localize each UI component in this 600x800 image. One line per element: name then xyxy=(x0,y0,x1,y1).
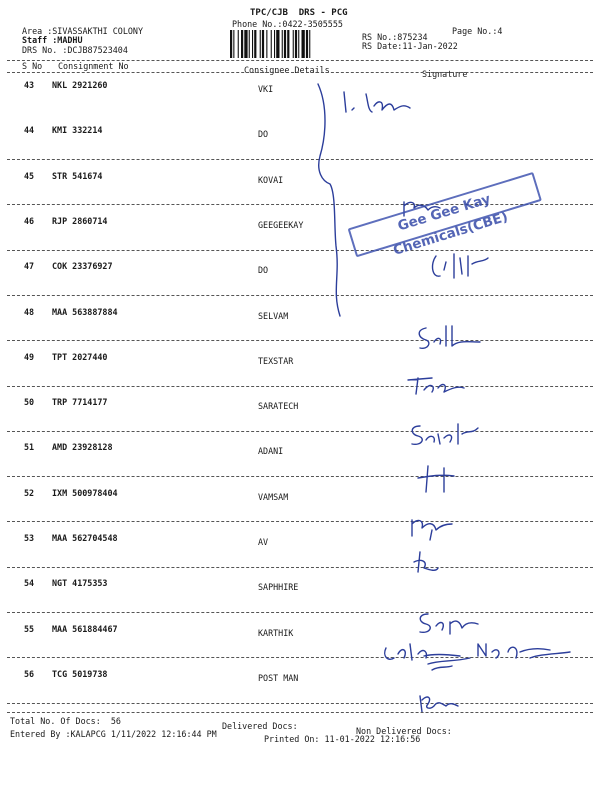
row-divider xyxy=(7,476,593,477)
row-divider xyxy=(7,612,593,613)
row-sno: 50 xyxy=(24,397,35,408)
signature-53 xyxy=(408,548,448,578)
rs-date: RS Date:11-Jan-2022 xyxy=(362,41,458,51)
row-sno: 52 xyxy=(24,487,35,498)
staff-label: Staff :MADHU xyxy=(22,35,83,45)
signature-55-note xyxy=(380,636,590,676)
barcode-bar xyxy=(282,30,283,58)
row-consignment-number: COK 23376927 xyxy=(52,261,113,272)
row-consignment-number: MAA 561884467 xyxy=(52,623,118,634)
column-header-sno: S No xyxy=(22,61,43,71)
row-consignee: KOVAI xyxy=(258,174,284,185)
signature-56 xyxy=(414,690,464,718)
barcode-bar xyxy=(260,30,261,58)
total-docs: Total No. Of Docs: 56 xyxy=(10,716,121,726)
row-consignment-number: IXM 500978404 xyxy=(52,487,118,498)
signature-55 xyxy=(414,608,494,636)
row-consignee: SARATECH xyxy=(258,401,299,412)
row-sno: 44 xyxy=(24,125,35,136)
row-consignee: SAPHHIRE xyxy=(258,582,299,593)
row-consignment-number: NKL 2921260 xyxy=(52,80,108,90)
non-delivered-docs: Non Delivered Docs: xyxy=(356,726,452,736)
row-consignee: ADANI xyxy=(258,446,284,457)
barcode-image xyxy=(230,30,360,58)
column-header-signature: Signature xyxy=(422,69,468,79)
delivered-docs: Delivered Docs: xyxy=(222,721,298,731)
row-sno: 56 xyxy=(24,668,35,679)
row-divider xyxy=(7,521,593,522)
signature-43 xyxy=(338,88,448,118)
row-consignee: TEXSTAR xyxy=(258,355,294,366)
row-sno: 43 xyxy=(24,80,35,90)
row-sno: 53 xyxy=(24,533,35,543)
row-divider xyxy=(7,340,593,341)
barcode-bar xyxy=(298,30,299,58)
row-consignment-number: MAA 562704548 xyxy=(52,533,118,543)
row-sno: 55 xyxy=(24,623,35,634)
company-stamp: Gee Gee Kay Chemicals(CBE) xyxy=(348,172,542,257)
entered-by: Entered By :KALAPCG 1/11/2022 12:16:44 PM xyxy=(10,729,217,739)
row-consignee: DO xyxy=(258,265,269,276)
signature-48 xyxy=(414,322,494,352)
row-consignment-number: AMD 23928128 xyxy=(52,442,113,453)
barcode-bar xyxy=(252,30,253,58)
row-consignment-number: STR 541674 xyxy=(52,170,103,181)
footer-divider xyxy=(7,712,593,713)
barcode-bar xyxy=(233,30,234,58)
signature-50 xyxy=(406,420,486,450)
barcode-bar xyxy=(284,30,286,58)
header-divider-bottom xyxy=(7,72,593,73)
barcode-bar xyxy=(266,30,267,58)
row-consignment-number: MAA 563887884 xyxy=(52,306,118,317)
row-sno: 48 xyxy=(24,306,35,317)
barcode-bar xyxy=(309,30,310,58)
row-consignee: VKI xyxy=(258,84,274,94)
row-sno: 47 xyxy=(24,261,35,272)
row-sno: 45 xyxy=(24,170,35,181)
signature-51 xyxy=(414,462,474,496)
row-consignment-number: TCG 5019738 xyxy=(52,668,108,679)
barcode-bar xyxy=(302,30,305,58)
page-number: Page No.:4 xyxy=(452,26,503,36)
barcode-bar xyxy=(238,30,239,58)
signature-49 xyxy=(402,372,472,400)
column-header-consignment: Consignment No xyxy=(58,61,129,71)
barcode-bar xyxy=(249,30,250,58)
barcode-bar xyxy=(244,30,247,58)
area-label: Area :SIVASSAKTHI COLONY xyxy=(22,26,144,36)
printed-on: Printed On: 11-01-2022 12:16:56 xyxy=(264,734,421,744)
row-consignment-number: RJP 2860714 xyxy=(52,215,108,226)
row-consignee: DO xyxy=(258,129,269,140)
drs-number: DRS No. :DCJB87523404 xyxy=(22,45,128,55)
row-consignment-number: TPT 2027440 xyxy=(52,351,108,362)
barcode-bar xyxy=(230,30,232,58)
row-consignee: GEEGEEKAY xyxy=(258,219,304,230)
row-consignee: AV xyxy=(258,537,269,547)
signature-52 xyxy=(404,512,464,542)
barcode-bar xyxy=(254,30,256,58)
rs-number: RS No.:875234 xyxy=(362,32,428,42)
barcode-bar xyxy=(293,30,294,58)
document-title: TPC/CJB DRS - PCG xyxy=(250,8,348,18)
row-sno: 46 xyxy=(24,215,35,226)
row-consignment-number: NGT 4175353 xyxy=(52,578,108,589)
row-consignee: POST MAN xyxy=(258,672,299,683)
row-consignment-number: TRP 7714177 xyxy=(52,397,108,408)
column-header-consignee: Consignee Details xyxy=(244,65,330,75)
barcode-bar xyxy=(241,30,243,58)
row-divider xyxy=(7,567,593,568)
barcode-bar xyxy=(271,30,272,58)
row-sno: 54 xyxy=(24,578,35,589)
row-sno: 49 xyxy=(24,351,35,362)
row-consignee: VAMSAM xyxy=(258,491,289,502)
row-consignee: SELVAM xyxy=(258,310,289,321)
row-divider xyxy=(7,386,593,387)
barcode-bar xyxy=(287,30,289,58)
row-divider xyxy=(7,431,593,432)
row-sno: 51 xyxy=(24,442,35,453)
barcode-bar xyxy=(295,30,297,58)
row-consignment-number: KMI 332214 xyxy=(52,125,103,136)
phone-number: Phone No.:0422-3505555 xyxy=(232,19,343,29)
row-divider xyxy=(7,703,593,704)
barcode-bar xyxy=(274,30,275,58)
row-consignee: KARTHIK xyxy=(258,627,294,638)
barcode-bar xyxy=(262,30,264,58)
barcode-bar xyxy=(276,30,279,58)
barcode-bar xyxy=(306,30,308,58)
signature-47 xyxy=(428,250,498,284)
